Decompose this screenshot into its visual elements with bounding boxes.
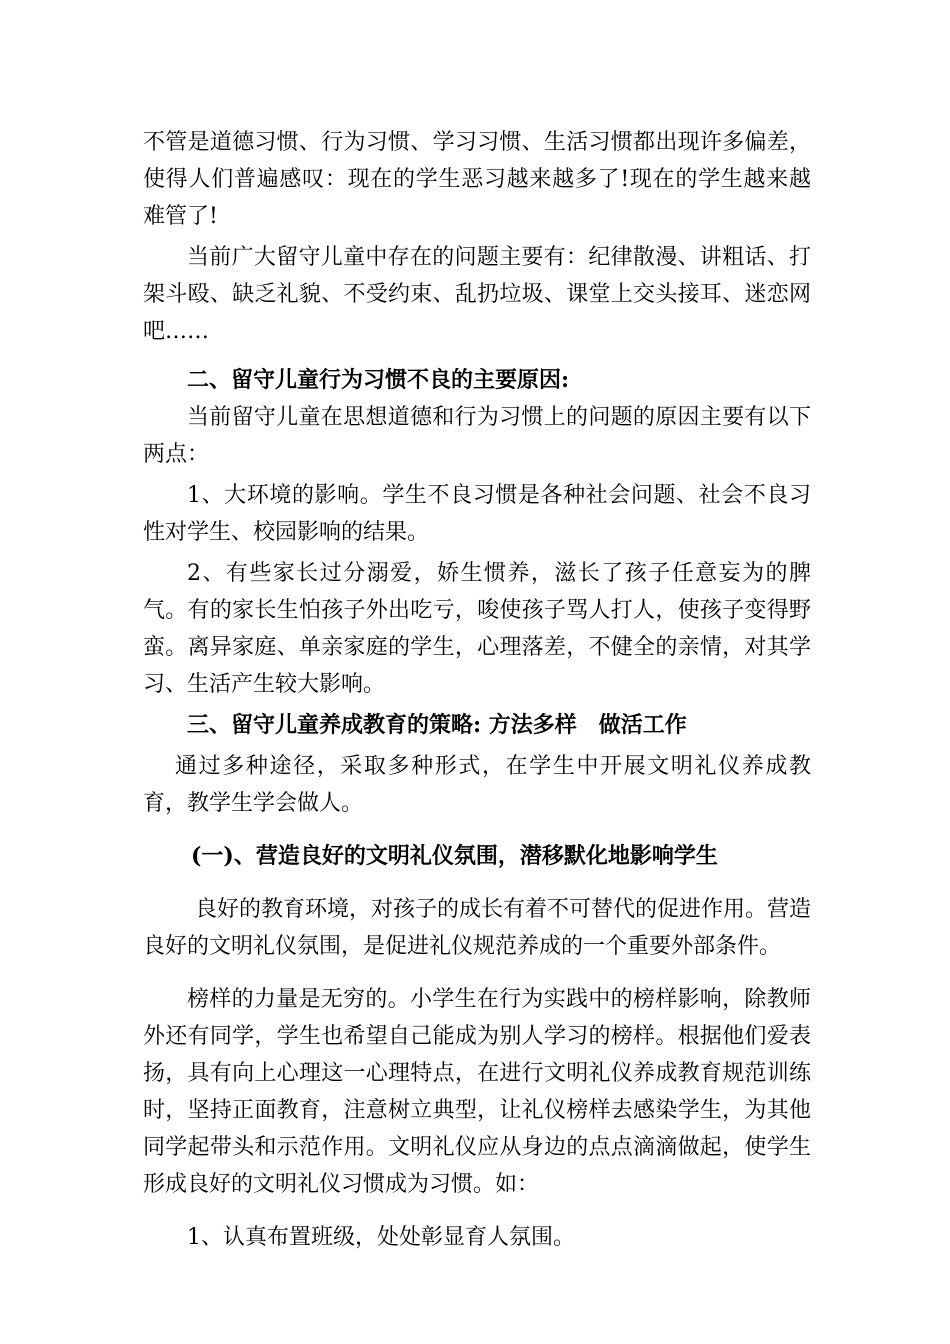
paragraph-environment-role: 良好的教育环境，对孩子的成长有着不可替代的促进作用。营造良好的文明礼仪氛围，是促进礼仪规范养成的一个重要外部条件。 <box>143 897 812 959</box>
document-page <box>143 124 811 1256</box>
heading-atmosphere: (一)、营造良好的文明礼仪氛围，潜移默化地影响学生 <box>191 843 718 869</box>
paragraph-habits-deviation: 不管是道德习惯、行为习惯、学习习惯、生活习惯都出现许多偏差，使得人们普遍感叹：现在的学生恶习越来越多了!现在的学生越来越难管了! <box>143 130 811 229</box>
paragraph-class-layout: 1、认真布置班级，处处彰显育人氛围。 <box>187 1225 575 1250</box>
paragraph-role-models: 榜样的力量是无穷的。小学生在行为实践中的榜样影响，除教师外还有同学，学生也希望自己能成为别人学习的榜样。根据他们爱表扬，具有向上心理这一心理特点，在进行文明礼仪养成教育规范训练时，坚持正面教育，注意树立典型，让礼仪榜样去感染学生，为其他同学起带头和示范作用。文明礼仪应从身边的点点滴滴做起，使学生形成良好的文明礼仪习惯成为习惯。如： <box>143 987 811 1197</box>
paragraph-cause-environment: 1、大环境的影响。学生不良习惯是各种社会问题、社会不良习性对学生、校园影响的结果。 <box>143 483 811 545</box>
paragraph-strategies-intro: 通过多种途径，采取多种形式，在学生中开展文明礼仪养成教育，教学生学会做人。 <box>143 754 811 816</box>
paragraph-main-problems: 当前广大留守儿童中存在的问题主要有：纪律散漫、讲粗话、打架斗殴、缺乏礼貌、不受约束、乱扔垃圾、课堂上交头接耳、迷恋网吧…… <box>143 245 811 344</box>
heading-main-causes: 二、留守儿童行为习惯不良的主要原因: <box>187 367 570 393</box>
paragraph-cause-parents: 2、有些家长过分溺爱，娇生惯养，滋长了孩子任意妄为的脾气。有的家长生怕孩子外出吃亏，唆使孩子骂人打人，使孩子变得野蛮。离异家庭、单亲家庭的学生，心理落差，不健全的亲情，对其学习、生活产生较大影响。 <box>143 561 811 697</box>
heading-strategies: 三、留守儿童养成教育的策略: 方法多样 做活工作 <box>187 712 687 738</box>
paragraph-causes-intro: 当前留守儿童在思想道德和行为习惯上的问题的原因主要有以下两点： <box>143 405 811 467</box>
